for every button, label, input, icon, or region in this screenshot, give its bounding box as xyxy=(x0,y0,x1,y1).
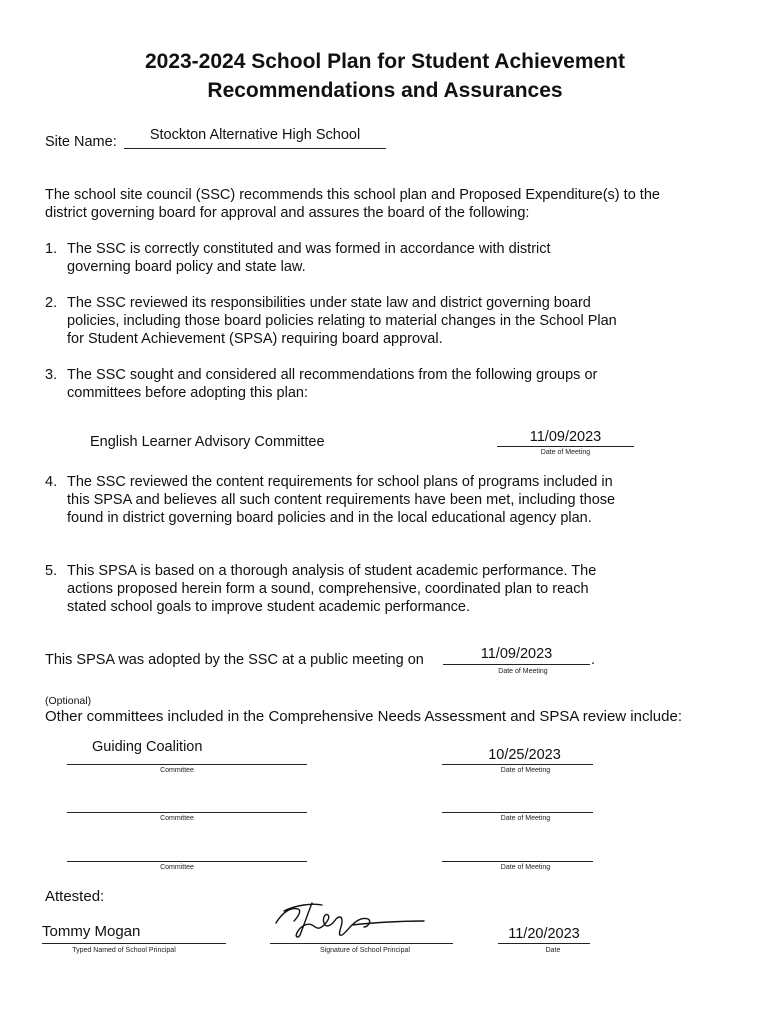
date-caption: Date of Meeting xyxy=(500,864,551,871)
date-underline[interactable] xyxy=(442,861,593,862)
committee-caption: Committee xyxy=(160,767,194,774)
page-title-line2: Recommendations and Assurances xyxy=(207,79,563,102)
item-number: 5. xyxy=(45,563,58,579)
advisory-date-caption: Date of Meeting xyxy=(540,449,591,456)
committee-underline xyxy=(67,764,307,765)
signature-underline xyxy=(270,943,453,944)
committee-caption: Committee xyxy=(160,864,194,871)
adopted-text: This SPSA was adopted by the SSC at a public meeting on xyxy=(45,652,424,668)
date-caption: Date of Meeting xyxy=(500,815,551,822)
attest-date-caption: Date xyxy=(545,947,561,954)
date-underline xyxy=(442,764,593,765)
item-number: 3. xyxy=(45,367,58,383)
signature-caption: Signature of School Principal xyxy=(320,947,410,954)
item-number: 1. xyxy=(45,241,58,257)
date-caption: Date of Meeting xyxy=(500,767,551,774)
attest-date[interactable]: 11/20/2023 xyxy=(508,926,580,942)
item-text: The SSC sought and considered all recommendations from the following groups or committees before adopting this plan: xyxy=(67,367,598,401)
committee-underline[interactable] xyxy=(67,861,307,862)
committee-caption: Committee xyxy=(160,815,194,822)
committee-underline[interactable] xyxy=(67,812,307,813)
advisory-committee-name: English Learner Advisory Committee xyxy=(90,434,325,450)
site-name-label: Site Name: xyxy=(45,134,117,150)
principal-name-caption: Typed Named of School Principal xyxy=(72,947,176,954)
principal-name[interactable]: Tommy Mogan xyxy=(42,923,141,940)
item-text: The SSC reviewed its responsibilities under state law and district governing board policies, including those board policies relating to material changes in the School Plan for Student Achievement (SPSA) requiring board approval. xyxy=(67,295,617,347)
attest-date-underline xyxy=(498,943,590,944)
adopted-date-underline xyxy=(443,664,590,665)
advisory-date[interactable]: 11/09/2023 xyxy=(529,429,602,445)
item-number: 2. xyxy=(45,295,58,311)
other-committees-heading: Other committees included in the Comprehensive Needs Assessment and SPSA review include: xyxy=(45,708,682,725)
item-text: This SPSA is based on a thorough analysis of student academic performance. The actions proposed herein form a sound, comprehensive, coordinated plan to reach stated school goals to improve student academic performance. xyxy=(67,563,597,615)
item-number: 4. xyxy=(45,474,58,490)
adopted-date[interactable]: 11/09/2023 xyxy=(480,646,553,662)
item-text: The SSC reviewed the content requirements for school plans of programs included in this SPSA and believes all such content requirements have been met, including those found in district governing board policies and in the local educational agency plan. xyxy=(67,474,616,526)
site-name-underline xyxy=(124,148,386,149)
principal-signature[interactable] xyxy=(268,895,428,945)
intro-paragraph: The school site council (SSC) recommends this school plan and Proposed Expenditure(s) to the district governing board for approval and assures the board of the following: xyxy=(45,187,660,221)
attested-label: Attested: xyxy=(45,888,105,905)
adopted-period: . xyxy=(591,652,596,668)
adopted-date-caption: Date of Meeting xyxy=(498,668,548,675)
site-name-value[interactable]: Stockton Alternative High School xyxy=(149,127,361,143)
optional-label: (Optional) xyxy=(45,695,92,707)
page-title-line1: 2023-2024 School Plan for Student Achievement xyxy=(144,50,626,73)
other-committee-date[interactable]: 10/25/2023 xyxy=(488,747,561,763)
other-committee-name[interactable]: Guiding Coalition xyxy=(92,739,203,755)
advisory-date-underline xyxy=(497,446,634,447)
principal-name-underline xyxy=(42,943,226,944)
date-underline[interactable] xyxy=(442,812,593,813)
item-text: The SSC is correctly constituted and was formed in accordance with district governing board policy and state law. xyxy=(67,241,551,275)
